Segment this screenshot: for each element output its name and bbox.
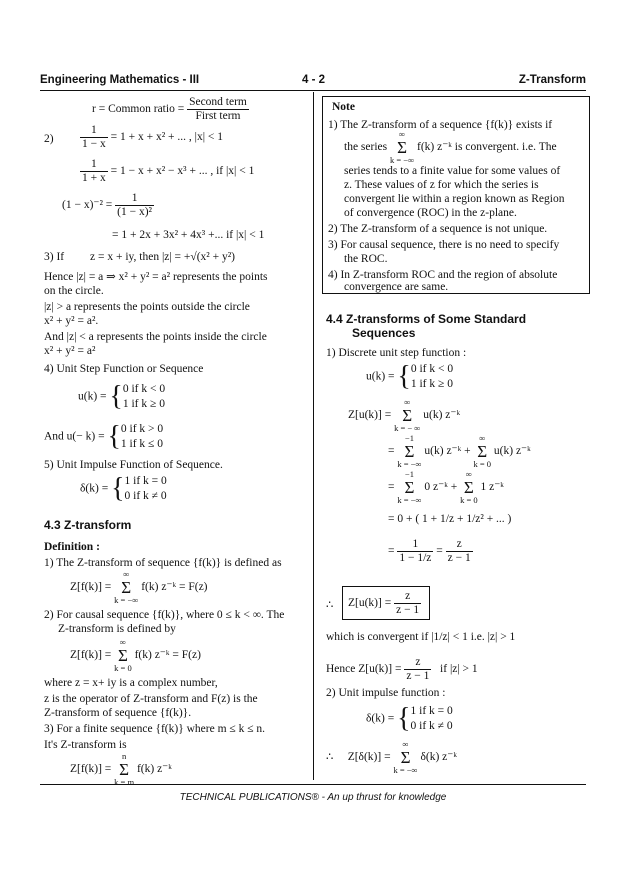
substituted-sum-eq: = −1 Σ k = −∞ 0 z⁻ᵏ + ∞ Σ k = 0 1 z⁻ᵏ (388, 469, 504, 505)
alternating-series-eq: $\frac{1}{1 + x}$ = 1 − x + x² − x³ + ... , if |x| < 1 (82, 158, 255, 184)
ztransform-finite-eq: Z[f(k)] = n Σ k = m f(k) z⁻ᵏ (70, 751, 172, 787)
inverse-square-eq: (1 − x)⁻² = $\frac{1}{\text{(1 − x)²}}$ (62, 192, 152, 218)
note-4-line2: convergence are same. (344, 281, 449, 293)
hence-circle-line2: on the circle. (44, 285, 104, 297)
expanded-series-eq: = 0 + ( 1 + 1/z + 1/z² + ... ) (388, 513, 512, 525)
definition-1-text: 1) The Z-transform of sequence {f(k)} is defined as (44, 557, 282, 569)
note-1-line6: of convergence (ROC) in the z-plane. (344, 207, 517, 219)
outside-circle-line1: |z| > a represents the points outside the circle (44, 301, 250, 313)
where-line1: where z = x+ iy is a complex number, (44, 677, 218, 689)
therefore-symbol: ∴ (326, 599, 334, 611)
ztransform-causal-eq: Z[f(k)] = ∞ Σ k = 0 f(k) z⁻ᵏ = F(z) (70, 637, 201, 673)
note-3-line1: 3) For causal sequence, there is no need to specify (328, 239, 560, 251)
definition-3-text: 3) For a finite sequence {f(k)} where m ≤ k ≤ n. (44, 723, 266, 735)
geometric-series-eq: $\frac{1}{1 - x}$ = 1 + x + x² + ... , |x| < 1 (82, 124, 223, 150)
convergence-condition: which is convergent if |1/z| < 1 i.e. |z| > 1 (326, 631, 516, 643)
common-ratio-eq: r = Common ratio = $\frac{\text{Second term}}{\text{First term}}$ (92, 96, 247, 122)
hence-result-eq: Hence Z[u(k)] = $\frac{z}{z - 1}$ if |z| > 1 (326, 656, 478, 682)
note-1-series: the series ∞ Σ k = −∞ f(k) z⁻ᵏ is convergent. i.e. The (344, 129, 557, 165)
header-chapter: Z-Transform (518, 74, 586, 86)
note-1-line4: z. These values of z for which the series is (344, 179, 539, 191)
note-1-line1: 1) The Z-transform of a sequence {f(k)} exists if (328, 119, 553, 131)
outside-circle-line2: x² + y² = a². (44, 315, 99, 327)
definition-heading: Definition : (44, 541, 100, 553)
z-of-impulse-eq: ∴ Z[δ(k)] = ∞ Σ k = −∞ δ(k) z⁻ᵏ (326, 739, 457, 775)
item-3: 3) If z = x + iy, then |z| = +√(x² + y²) (44, 251, 235, 263)
header-rule (40, 90, 586, 91)
right-unit-step-def: u(k) = {0 if k < 0 1 if k ≥ 0 (366, 361, 454, 392)
item-4-unit-step: 4) Unit Step Function or Sequence (44, 363, 204, 375)
note-1-line5: convergent lie within a region known as Region (344, 193, 565, 205)
page-header (40, 74, 586, 90)
unit-step-def: u(k) = {0 if k < 0 1 if k ≥ 0 (78, 381, 166, 412)
closed-form-eq: = $\frac{1}{1 - 1/z}$ = $\frac{z}{z - 1}$ (388, 538, 471, 564)
right-item-1-step: 1) Discrete unit step function : (326, 347, 467, 359)
reflected-step-def: And u(− k) = {0 if k > 0 1 if k ≤ 0 (44, 421, 164, 452)
definition-2-line2: Z-transform is defined by (58, 623, 176, 635)
item-2-label: 2) (44, 133, 54, 145)
section-4-4-heading-line1: 4.4 Z-transforms of Some Standard (326, 312, 527, 326)
section-4-4-heading-line2: Sequences (352, 326, 416, 340)
note-2: 2) The Z-transform of a sequence is not unique. (328, 223, 548, 235)
inside-circle-line2: x² + y² = a² (44, 345, 96, 357)
note-1-line3: series tends to a finite value for some values of (344, 165, 561, 177)
column-divider (313, 92, 314, 780)
boxed-result-eq: Z[u(k)] = $\frac{z}{z - 1}$ (348, 590, 420, 616)
right-item-2-impulse: 2) Unit impulse function : (326, 687, 446, 699)
unit-impulse-def: δ(k) = {1 if k = 0 0 if k ≠ 0 (80, 473, 167, 504)
definition-3-line2: It's Z-transform is (44, 739, 127, 751)
hence-circle-line1: Hence |z| = a ⇒ x² + y² = a² represents the points (44, 271, 268, 283)
header-page-number: 4 - 2 (302, 74, 326, 86)
note-3-line2: the ROC. (344, 253, 388, 265)
split-sum-eq: = −1 Σ k = −∞ u(k) z⁻ᵏ + ∞ Σ k = 0 u(k) z⁻ᵏ (388, 433, 531, 469)
inside-circle-line1: And |z| < a represents the points inside the circle (44, 331, 267, 343)
page-footer: TECHNICAL PUBLICATIONS® - An up thrust for knowledge (179, 792, 447, 803)
note-title: Note (332, 101, 355, 113)
note-4-line1: 4) In Z-transform ROC and the region of absolute (328, 269, 558, 281)
power-series-eq: = 1 + 2x + 3x² + 4x³ +... if |x| < 1 (112, 229, 265, 241)
item-5-unit-impulse: 5) Unit Impulse Function of Sequence. (44, 459, 223, 471)
where-line2: z is the operator of Z-transform and F(z) is the (44, 693, 258, 705)
header-book-title: Engineering Mathematics - III (40, 74, 200, 86)
section-4-3-heading: 4.3 Z-transform (44, 518, 132, 532)
ztransform-bilateral-eq: Z[f(k)] = ∞ Σ k = −∞ f(k) z⁻ᵏ = F(z) (70, 569, 208, 605)
where-line3: Z-transform of sequence {f(k)}. (44, 707, 192, 719)
z-of-unit-step-eq: Z[u(k)] = ∞ Σ k = − ∞ u(k) z⁻ᵏ (348, 397, 461, 433)
definition-2-line1: 2) For causal sequence {f(k)}, where 0 ≤ k < ∞. The (44, 609, 285, 621)
right-unit-impulse-def: δ(k) = {1 if k = 0 0 if k ≠ 0 (366, 703, 453, 734)
footer-rule (40, 784, 586, 785)
